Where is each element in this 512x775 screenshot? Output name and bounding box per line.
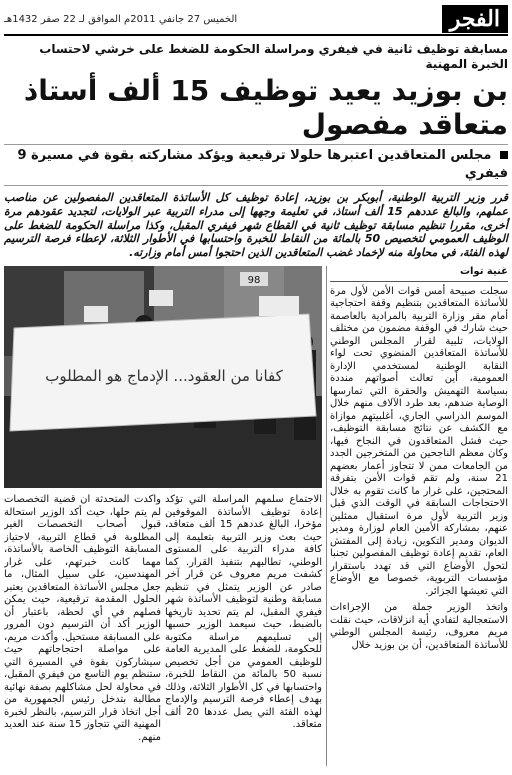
door-number: 98 [247,275,261,286]
right-paragraph-2: واتخذ الوزير جملة من الإجراءات الاستعجالية لتفادي أية انزلاقات، حيث نقلت مريم معروف، رئيسة المجلس الوطني للأساتذة المتعاقدين، أن بن بوزيد خلال [330,602,508,651]
left-column-text: وأكدت المتحدثة أن قضية التخصصات لم يتم حلها، حيث أكد الوزير استحالة قبول أصحاب التخصصات الغير المطلوبة في قطاع التربية، لاجتياز المسابقة التوظيف الخاصة بالأساتذة، مهما كانت خبرتهم، على غرار المهندسين، على سبيل المثال، ما جعل مجلس الأساتذة المتعاقدين يعتبر الحلول المقدمة ترقيعية، حيث يمكن فصلهم في أي لحظة، باعتبار أن الوزير أكد أن الترسيم دون المرور على المسابقة مستحيل. وأكدت مريم، على مواصلة احتجاجاتهم حيث سيشاركون بقوة في المسيرة التي ستنظم يوم التاسع من فيفري المقبل، في محاولة لحل مشاكلهم بصفة نهائية مطالبة بتدخل رئيس الجمهورية من أجل اتخاذ قرار الترسيم، بالنظر لخبرة المهنية التي تتجاوز 15 سنة عند العديد منهم. [4,494,161,743]
middle-column-text: الاجتماع سلمهم المراسلة التي تؤكد إعادة توظيف الأساتذة الموقوفين مؤخرا، البالغ عددهم 15 ألف متعاقد، حيث بعث وزير التربية بتعليمة إلى كافة مدراء التربية على المستوى الوطني، تطالبهم بتنفيذ القرار. كما كشفت مريم معروف عن قرار آخر صادر عن الوزير يتمثل في تنظيم مسابقة وطنية لتوظيف الأساتذة شهر فيفري المقبل، لم يتم تحديد تاريخها بالضبط، حيث سيعمد الوزير حسبها إلى تسليمهم مراسلة مكتوبة للحكومة، للضغط على المديرية العامة للوظيف العمومي من أجل تخصيص نسبة 50 بالمائة من النقاط للخبرة، واحتسابها في كل الأطوار الثلاثة، وذلك بهدف إعطاء فرصة الترسيم والإدماج لهذه الفئة التي يصل عددها 20 ألف متعاقد. [165,494,322,730]
article-kicker: مسابقة توظيف ثانية في فيفري ومراسلة الحكومة للضغط على خرشي لاحتساب الخبرة المهنية [39,42,508,71]
left-column [4,494,161,766]
right-paragraph-1: سجلت صبيحة أمس قوات الأمن لأول مرة للأساتذة المتعاقدين بتنظيم وقفة احتجاجية أمام مقر وزارة التربية بالمرادية بالعاصمة حيث شارك في الوقفة مضمون من مختلف الولايات، تلبية لقرار المجلس الوطني للأساتذة المتعاقدين المنضوي تحت لواء النقابة الوطنية لمستخدمي الإدارة العمومية، أين تعالت أصواتهم منددة بسياسة التهميش والحقرة التي تمارسها الوصاية ضدهم، بعد طرد الآلاف منهم خلال الموسم الدراسي الجاري، أغلبيتهم موازاة مع الكشف عن نتائج مسابقة التوظيف، حيث فشل المتعاقدون في النجاح فيها، وكان معظم الناجحين من المتخرجين الجدد من الجامعات ممن لا تتجاوز أعمار بعضهم 21 سنة، ولم تقم قوات الأمن بتفرقة المحتجين، على غرار ما كانت تقوم به خلال الاحتجاجات السابقة في الوقت الذي قبل وزير التربية لأول مرة استقبال ممثلين عنهم، بمشاركة الأمين العام لوزارة ومدير الديوان ومدير التكوين، زيادة إلى المفتش العام، تقديم إعادة توظيف المفصولين تجنبا لتحول الأوضاع التي قد تهدد باستقرار مؤسسات التربوية، خصوصا مع الأوضاع التي تعيشها الجزائر. [330,285,508,597]
article-headline: بن بوزيد يعيد توظيف 15 ألف أستاذ متعاقد مفصول [23,74,508,141]
issue-date: الخميس 27 جانفي 2011م الموافق لـ 22 صفر 1432هـ [4,13,238,25]
protest-photo-graphic [4,266,322,488]
article-lead: قرر وزير التربية الوطنية، أبوبكر بن بوزيد، إعادة توظيف كل الأساتذة المتعاقدين المفصولين عن مناصب عملهم، والبالغ عددهم 15 ألف أستاذ، في تعليمة وجهها إلى مدراء التربية عبر الولايات، لتجديد عقودهم مرة أخرى، مقررا تنظيم مسابقة توظيف ثانية في القطاع شهر فيفري المقبل، وكذا مراسلة الحكومة للضغط على الوظيف العمومي لتخصيص 50 بالمائة من النقاط للخبرة واحتسابها في الأطوار الثلاثة، لإعطاء فرصة الترسيم لهذه الفئة، في محاولة منه لإخماد غضب المتعاقدين الذين احتجوا أمس أمام وزارته. [4,191,508,260]
lower-columns [4,494,322,766]
column-divider [326,266,327,766]
middle-column [165,494,322,766]
article-subhead [4,144,508,186]
right-column [330,266,508,766]
subhead-text: مجلس المتعاقدين اعتبرها حلولا ترقيعية ويؤكد مشاركته بقوة في مسيرة 9 فيفري [17,148,508,181]
square-bullet-icon [500,151,508,159]
protest-photo [4,266,322,488]
newspaper-page [4,4,508,767]
masthead-bar [4,4,508,36]
newspaper-logo: الفجر [442,5,508,33]
byline: غنية توات [330,266,508,282]
banner-text: كفانا من العقود... الإدماج هو المطلوب [45,367,283,385]
